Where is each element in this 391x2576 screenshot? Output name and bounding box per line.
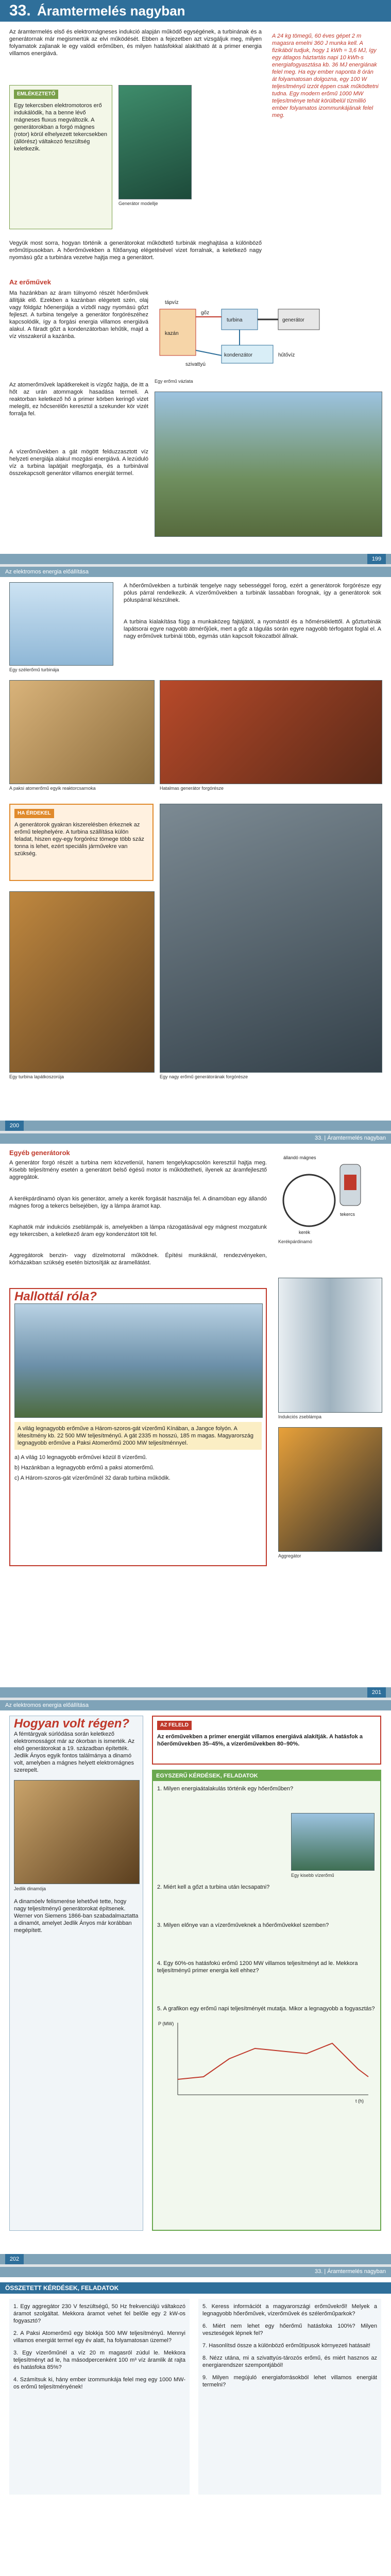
chapter-strip-label: 33. | Áramtermelés nagyban [315, 2268, 386, 2275]
emlekezteto-tag: EMLÉKEZTETŐ [14, 90, 58, 99]
hogyan-volt-regen-text: A fémtárgyak súrlódása során keletkező elektromosságot már az ókorban is ismerték. Az első generátorokat a 19. században építették. Jedlik Ányos egyik fontos találmánya a dinamó volt, amelyben a mágnes helyett elektromágnes szerepelt. [14, 1731, 135, 1773]
complex-questions-right [198, 2299, 381, 2495]
page-footer-stripe [0, 554, 391, 564]
fig12-caption: Egy kisebb vízerőmű [291, 1873, 334, 1878]
page-number: 199 [367, 554, 386, 564]
complex-question-5: 5. Keress információt a magyarországi erőművekről! Melyek a legnagyobb hőerőművek, vízerőművek és szélerőműparkok? [202, 2303, 377, 2317]
side-info-box [268, 28, 384, 270]
diagram-label-turbina: turbina [227, 317, 243, 323]
paragraph-1: A generátor forgó részét a turbina nem közvetlenül, hanem tengelykapcsolón keresztül hajtja meg. Kisebb teljesítmény esetén a generátort belső égésű motor is működtetheti, ilyenek az áramfejlesztő aggregátok. [9, 1160, 267, 1180]
induction-flashlight-image [278, 1278, 382, 1413]
rotor-closeup-image [9, 891, 155, 1073]
diagram-label-generator: generátor [282, 317, 304, 323]
generator-model-image [118, 85, 192, 199]
section-title: Az erőművek [9, 278, 51, 286]
ha-erdekel-tag: HA ÉRDEKEL [14, 809, 54, 818]
hogyan-volt-regen-text-2: A dinamóelv felismerése lehetővé tette, hogy nagy teljesítményű generátorokat építsenek. Werner von Siemens 1866-ban szabadalmaztatta a dinamót, amelyet Jedlik Ányos már korábban megépített. [14, 1899, 139, 1934]
dynamo-wheel [283, 1175, 335, 1226]
hogyan-volt-regen-heading: Hogyan volt régen? [14, 1717, 130, 1731]
section-strip-label: Az elektromos energia előállítása [0, 567, 89, 577]
diagram-label-kondenzator: kondenzátor [224, 352, 253, 358]
power-plant-diagram [155, 289, 381, 376]
generator-rotor-image [160, 680, 382, 784]
graph-xlabel: t (h) [355, 2098, 364, 2104]
jedlik-dynamo-image [14, 1780, 140, 1884]
page-203 [0, 2267, 391, 2576]
dynamo-diagram [278, 1149, 381, 1236]
ha-erdekel-box [9, 804, 154, 881]
complex-question-9: 9. Milyen megújuló energiaforrásokból lehet villamos energiát termelni? [202, 2375, 377, 2388]
graph-ylabel: P (MW) [158, 2021, 174, 2026]
paragraph-2: Vegyük most sorra, hogyan történik a generátorokat működtető turbinák meghajtása a különböző erőműtípusokban. A hőerőművekben a fűtőanyag elégetésével vizet forralnak, a keletkező nagy nyomású gőz a turbinára vezetve hajtja meg a generátort. [9, 240, 262, 261]
dynamo-label-magnet: állandó mágnes [283, 1155, 316, 1160]
question-3: 3. Milyen előnye van a vízerőműveknek a hőerőművekkel szemben? [157, 1922, 329, 1928]
hallottal-rola-heading: Hallottál róla? [14, 1290, 97, 1303]
diagram-label-tapviz: tápvíz [165, 300, 179, 306]
power-graph [157, 2018, 373, 2105]
question-5: 5. A grafikon egy erőmű napi teljesítményét mutatja. Mikor a legnagyobb a fogyasztás? [157, 2006, 375, 2012]
question-1: 1. Milyen energiaátalakulás történik egy hőerőműben? [157, 1786, 294, 1792]
intro-paragraph: Az áramtermelés első és elektromágneses indukció alapján működő egységének, a turbinának és a generátornak már megismertük az elvi működését. Ebben a fejezetben azt vizsgáljuk meg, milyen folyamatok zajlanak le egy valódi erőműben, és milyen hatásfokkal alakítható át a primer energia villamos energiává. [9, 29, 262, 57]
power-curve [178, 2043, 368, 2079]
page-footer-stripe [0, 1121, 391, 1131]
section-title: Egyéb generátorok [9, 1149, 70, 1157]
page-footer-stripe [0, 1687, 391, 1698]
dynamo-label-coil: tekercs [340, 1212, 355, 1217]
page-number: 202 [5, 2254, 24, 2264]
page-bottom-fill [0, 2504, 391, 2576]
egyszeru-kerdesek-box [152, 1770, 381, 2231]
fig4-caption: A paksi atomerőmű egyik reaktorcsarnoka [9, 786, 96, 791]
reactor-hall-image [9, 680, 155, 784]
page-number: 201 [367, 1687, 386, 1698]
az-feleld-tag: AZ FELELD [157, 1721, 192, 1730]
page-footer-stripe [0, 2254, 391, 2264]
page-201 [0, 1133, 391, 1698]
fig2-caption: Egy erőmű vázlata [155, 379, 193, 384]
page-202 [0, 1700, 391, 2264]
az-feleld-text: Az erőművekben a primer energiát villamos energiává alakítják. A hatásfok a hőerőművekben 35–45%, a vízerőművekben 80–90%. [157, 1734, 363, 1747]
complex-question-7: 7. Hasonlítsd össze a különböző erőműtípusok környezeti hatásait! [202, 2343, 370, 2349]
paragraph-2: A kerékpárdinamó olyan kis generátor, amely a kerék forgását használja fel. A dinamóban egy állandó mágnes forog a tekercs belsejében, így a lámpa áramot kap. [9, 1196, 267, 1209]
diagram-label-hutoviz: hűtővíz [278, 352, 295, 358]
page-199 [0, 0, 391, 564]
section-strip-label: Az elektromos energia előállítása [0, 1700, 89, 1710]
diagram-label-szivattyu: szivattyú [185, 362, 206, 367]
complex-question-1: 1. Egy aggregátor 230 V feszültségű, 50 Hz frekvenciájú váltakozó áramot szolgáltat. Mekkora áramot vehet fel belőle egy 2 kW-os fogyasztó? [13, 2303, 185, 2324]
paragraph-3: Ma hazánkban az áram túlnyomó részét hőerőművek állítják elő. Ezekben a kazánban elégetett szén, olaj vagy földgáz hőenergiája a vízből nagy nyomású gőzt fejleszt. A turbina tengelye a generátor forgórészéhez kapcsolódik, így a forgási energia villamos energiává alakul. A fáradt gőzt a kondenzátorban lehűtik, majd a víz visszakerül a kazánba. [9, 290, 148, 340]
chapter-number: 33. [9, 2, 31, 19]
generator-aggregate-image [278, 1427, 382, 1552]
hogyan-volt-regen-box [9, 1716, 143, 2231]
fig10-caption: Aggregátor [278, 1553, 301, 1558]
emlekezteto-text: Egy tekercsben elektromotoros erő indukálódik, ha a benne lévő mágneses fluxus megváltozik. A generátorokban a forgó mágnes (rotor) körül elhelyezett tekercsekben (állórész) váltakozó feszültség keletkezik. [14, 103, 107, 152]
hydro-plant-image [291, 1813, 375, 1871]
fig11-caption: Jedlik dinamója [14, 1886, 46, 1891]
ha-erdekel-text: A generátorok gyakran kiszerelésben érkeznek az erőmű telephelyére. A turbina szállítása külön feladat, hiszen egy-egy forgórész tömege több száz tonna is lehet, ezért speciális járművekre van szükség. [14, 822, 144, 857]
complex-question-2: 2. A Paksi Atomerőmű egy blokkja 500 MW teljesítményű. Mennyi villamos energiát termel egy év alatt, ha folyamatosan üzemel? [13, 2330, 185, 2344]
fig9-caption: Indukciós zseblámpa [278, 1414, 322, 1419]
complex-question-6: 6. Miért nem lehet egy hőerőmű hatásfoka 100%? Milyen veszteségek lépnek fel? [202, 2323, 377, 2336]
paragraph-5: A vízerőművekben a gát mögött felduzzasztott víz helyzeti energiája alakul mozgási energiává. A lezúduló víz a turbina lapátjait megforgatja, és a turbinával összekapcsolt generátor villamos energiát termel. [9, 449, 148, 477]
complex-question-4: 4. Számítsuk ki, hány ember izommunkája felel meg egy 1000 MW-os erőmű teljesítményének! [13, 2377, 185, 2390]
paragraph-2: A turbina kialakítása függ a munkaközeg fajtájától, a nyomástól és a hőmérséklettől. A gőzturbinák lapátsorai egyre nagyobb átmérőjűek, mert a gőz a tágulás során egyre nagyobb térfogatot foglal el. A nagy erőművek turbinái több, egymás után kapcsolt fokozatból állnak. [124, 619, 381, 639]
fig6-caption: Egy turbina lapátkoszorúja [9, 1074, 64, 1079]
az-feleld-box [152, 1716, 381, 1765]
hallottal-rola-box [9, 1288, 267, 1566]
paragraph-1: A hőerőművekben a turbinák tengelye nagy sebességgel forog, ezért a generátorok forgórésze egy pólus párral rendelkezik. A vízerőművekben a turbinák lassabban forognak, így a generátorok sok póluspárral készülnek. [124, 583, 381, 603]
emlekezteto-box [9, 85, 112, 229]
dynamo-magnet [344, 1175, 356, 1190]
chapter-header [0, 0, 391, 22]
fig7-caption: Egy nagy erőmű generátorának forgórésze [160, 1074, 248, 1079]
chapter-title: Áramtermelés nagyban [37, 3, 185, 19]
turbine-blades-image [160, 804, 382, 1073]
chapter-strip-label: 33. | Áramtermelés nagyban [315, 1135, 386, 1141]
egyszeru-kerdesek-title: EGYSZERŰ KÉRDÉSEK, FELADATOK [153, 1771, 380, 1781]
osszetett-kerdesek-bar: ÖSSZETETT KÉRDÉSEK, FELADATOK [0, 2282, 391, 2294]
diagram-label-kazan: kazán [165, 331, 179, 336]
fig5-caption: Hatalmas generátor forgórésze [160, 786, 224, 791]
fig8-caption: Kerékpárdinamó [278, 1239, 313, 1244]
side-info-text: A 24 kg tömegű, 60 éves gépet 2 m magasra emelni 360 J munka kell. A fizikából tudjuk, hogy 1 kWh = 3,6 MJ, így egy átlagos háztartás napi 10 kWh-s energiafogyasztása kb. 36 MJ energiának felel meg. Ha egy ember naponta 8 órán át folyamatosan dolgozna, egy 100 W teljesítményű izzót éppen csak működtetni tudna. Egy modern erőmű 1000 MW teljesítménye tehát körülbelül tízmillió ember folyamatos izommunkájának felel meg. [272, 33, 379, 118]
complex-question-8: 8. Nézz utána, mi a szivattyús-tározós erőmű, és miért hasznos az energiarendszer szempontjából! [202, 2355, 377, 2368]
paragraph-4: Aggregátorok benzin- vagy dízelmotorral működnek. Építési munkáknál, rendezvényeken, kórházakban szükség esetén biztosítják az áramellátást. [9, 1252, 267, 1266]
complex-questions-left [9, 2299, 190, 2495]
fig3-caption: Egy szélerőmű turbinája [9, 667, 59, 672]
fig1-caption: Generátor modellje [118, 201, 158, 206]
complex-question-3: 3. Egy vízerőműnél a víz 20 m magasról zúdul le. Mekkora teljesítményt ad le, ha másodpercenként 100 m³ víz áramlik át rajta és hatásfoka 85%? [13, 2350, 185, 2370]
hallottal-rola-item-c: c) A Három-szoros-gát vízerőműnél 32 darab turbina működik. [14, 1475, 171, 1481]
wind-turbine-image [9, 582, 113, 666]
hallottal-rola-item-b: b) Hazánkban a legnagyobb erőmű a paksi atomerőmű. [14, 1465, 155, 1471]
paragraph-3: Kaphatók már indukciós zseblámpák is, amelyekben a lámpa rázogatásával egy mágnest mozgatunk egy tekercsben, a keletkező áram egy kondenzátort tölt fel. [9, 1224, 267, 1238]
dynamo-label-wheel: kerék [299, 1230, 311, 1235]
power-plant-photo [155, 392, 382, 537]
diagram-label-goz: gőz [201, 310, 210, 316]
hallottal-rola-item-a: a) A világ 10 legnagyobb erőművei közül 8 vízerőmű. [14, 1454, 147, 1461]
question-2: 2. Miért kell a gőzt a turbina után lecsapatni? [157, 1884, 270, 1890]
three-gorges-dam-image [14, 1303, 263, 1418]
paragraph-4: Az atomerőművek lapátkerekeit is vízgőz hajtja, de itt a hőt az urán atommagok hasadása termeli. A reaktorban keletkező hő a primer körben keringő vizet melegíti, ez hőcserélőn keresztül a szekunder kör vizét forralja fel. [9, 382, 148, 417]
page-200 [0, 567, 391, 1131]
question-4: 4. Egy 60%-os hatásfokú erőmű 1200 MW villamos teljesítményt ad le. Mekkora teljesítményű primer energia kell ehhez? [157, 1960, 358, 1974]
page-number: 200 [5, 1121, 24, 1131]
hallottal-rola-text: A világ legnagyobb erőműve a Három-szoros-gát vízerőmű Kínában, a Jangce folyón. A létesítmény kb. 22 500 MW teljesítményű. A gát 2335 m hosszú, 185 m magas. Magyarország legnagyobb erőműve a Paksi Atomerőmű 2000 MW teljesítménnyel. [14, 1422, 262, 1450]
